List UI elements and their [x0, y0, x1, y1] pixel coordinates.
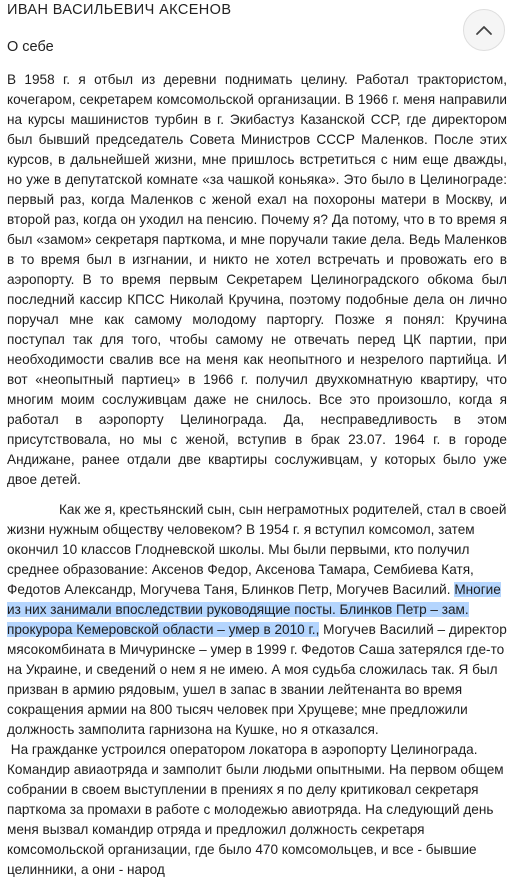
biography-text [7, 70, 507, 880]
paragraph-2-text-before-highlight: Как же я, крестьянский сын, сын неграмотных родителей, стал в своей жизни нужным обществу человеком? В 1954 г. я вступил комсомол, затем окончил 10 классов Глодневской школы. Мы были первыми, кто получил среднее образование: Аксенов Федор, Аксенова Тамара, Сембиева Катя, Федотов Александр, Могучева Таня, Блинков Петр, Могучев Василий. [7, 502, 507, 597]
paragraph-3 [7, 740, 507, 880]
paragraph-2 [7, 500, 507, 740]
chevron-up-icon [475, 24, 493, 36]
paragraph-1: В 1958 г. я отбыл из деревни поднимать целину. Работал трактористом, кочегаром, секретарем комсомольской организации. В 1966 г. меня направили на курсы машинистов турбин в г. Экибастуз Казанской ССР, где директором был бывший председатель Совета Министров СССР Маленков. После этих курсов, в дальнейшей жизни, мне пришлось встретиться с ним еще дважды, но уже в депутатской комнате «за чашкой коньяка». Это было в Целинограде: первый раз, когда Маленков с женой ехал на похороны матери в Москву, и второй раз, когда он уходил на пенсию. Почему я? Да потому, что в то время я был «замом» секретаря парткома, и мне поручали такие дела. Ведь Маленков в то время был в изгнании, и никто не хотел встречать и провожать его в аэропорту. В то время первым Секретарем Целиноградского обкома был последний кассир КПСС Николай Кручина, поэтому подобные дела он лично поручал мне как самому молодому парторгу. Позже я понял: Кручина поступал так для того, чтобы самому не отвечать перед ЦК партии, при необходимости свалив все на меня как неопытного и незрелого партийца. И вот «неопытный партиец» в 1966 г. получил двухкомнатную квартиру, что многим моим сослуживцам даже не снилось. Все это произошло, когда я работал в аэропорту Целинограда. Да, несправедливость в этом присутствовала, но мы с женой, вступив в брак 23.07. 1964 г. в городе Андижане, ранее отдали две квартиры сослуживцам, у которых было уже двое детей. [7, 72, 507, 487]
paragraph-2-text-after-highlight: Могучев Василий – директор мясокомбината в Мичуринске – умер в 1999 г. Федотов Саша затерялся где-то на Украине, и сведений о нем я не имею. А моя судьба сложилась так. Я был призван в армию рядовым, ушел в запас в звании лейтенанта во время сокращения армии на 800 тысяч человек при Хрущеве; мне предложили должность замполита гарнизона на Кушке, но я отказался. [7, 622, 507, 737]
scroll-to-top-button[interactable] [463, 9, 505, 51]
author-name: ИВАН ВАСИЛЬЕВИЧ АКСЕНОВ [7, 2, 232, 18]
highlighted-text-selection[interactable]: Многие из них занимали впоследствии руководящие посты. Блинков Петр – зам. прокурора Кемеровской области – умер в 2010 г., [7, 582, 501, 637]
section-title: О себе [7, 39, 54, 55]
paragraph-3-text: На гражданке устроился оператором локатора в аэропорту Целинограда. Командир авиаотряда и замполит были людьми опытными. На первом общем собрании в своем выступлении в прениях я по делу критиковал секретаря парткома за промахи в работе с молодежью авиотряда. На следующий день меня вызвал командир отряда и предложил должность секретаря комсомольской организации, где было 470 комсомольцев, и все - бывшие целинники, а они - народ [7, 742, 504, 877]
